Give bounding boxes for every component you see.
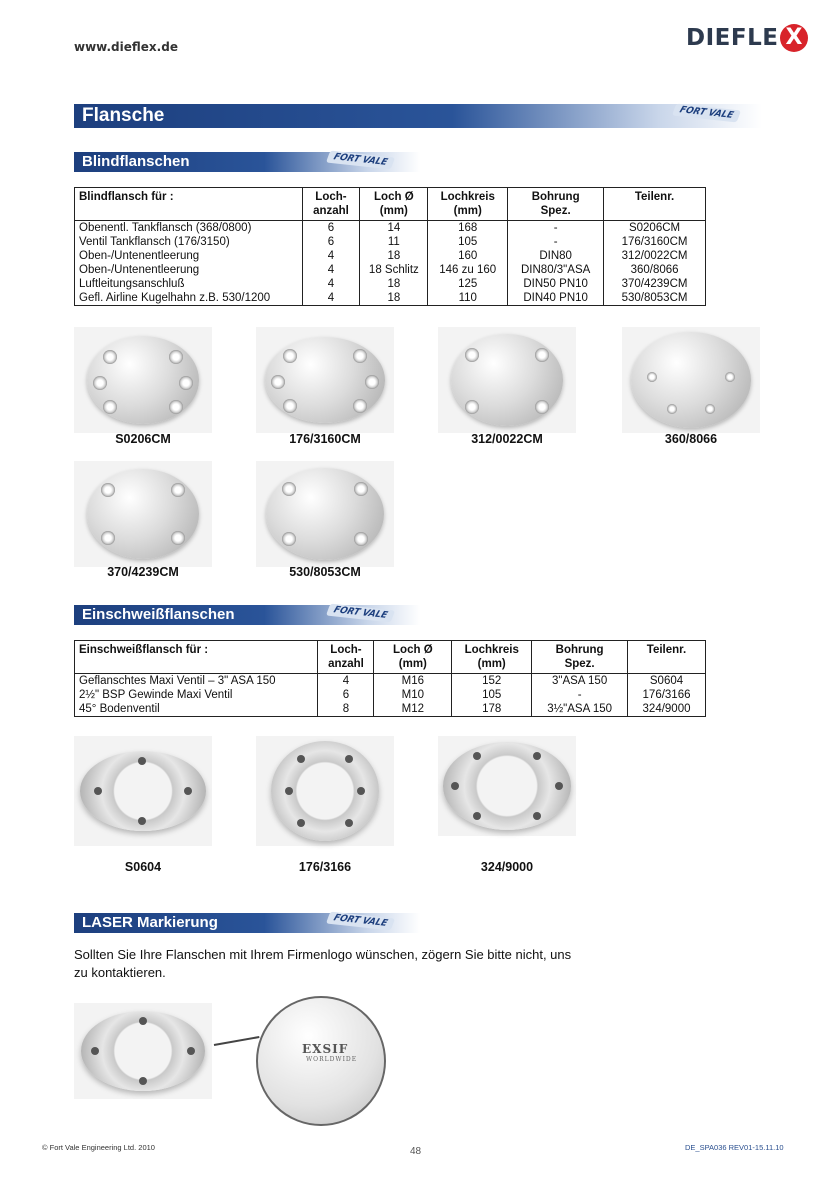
section-title: Blindflanschen xyxy=(82,153,190,170)
table-header-cell: Loch- anzahl xyxy=(318,641,374,674)
table-cell: 324/9000 xyxy=(628,702,706,717)
product-photo-312-0022CM xyxy=(438,327,576,433)
table-cell: M16 xyxy=(374,674,452,689)
table-header-cell: Teilenr. xyxy=(604,188,706,221)
table-header-cell: Blindflansch für : xyxy=(75,188,303,221)
table-cell: 18 xyxy=(360,249,428,263)
footer-copyright: © Fort Vale Engineering Ltd. 2010 xyxy=(42,1143,155,1152)
table-header-cell: Bohrung Spez. xyxy=(508,188,604,221)
table-row xyxy=(75,277,706,291)
table-cell: 105 xyxy=(428,235,508,249)
table-cell: 18 xyxy=(360,291,428,306)
fort-vale-logo: FORT VALE xyxy=(326,604,395,623)
laser-engraving-zoom xyxy=(256,996,386,1126)
table-cell: Oben-/Untenentleerung xyxy=(75,249,303,263)
table-cell: 14 xyxy=(360,221,428,236)
product-caption: 176/3166 xyxy=(298,860,352,874)
fort-vale-logo: FORT VALE xyxy=(326,912,395,931)
product-photo-530-8053CM xyxy=(256,461,394,567)
product-caption: 324/9000 xyxy=(480,860,534,874)
table-row xyxy=(75,249,706,263)
table-cell: 4 xyxy=(302,263,360,277)
table-cell: Obenentl. Tankflansch (368/0800) xyxy=(75,221,303,236)
table-header-cell: Lochkreis (mm) xyxy=(428,188,508,221)
table-cell: 125 xyxy=(428,277,508,291)
table-cell: 146 zu 160 xyxy=(428,263,508,277)
product-photo-360-8066 xyxy=(622,327,760,433)
table-row xyxy=(75,235,706,249)
table-cell: - xyxy=(508,221,604,236)
product-photo-176-3166 xyxy=(256,736,394,846)
product-caption: 176/3160CM xyxy=(289,432,361,446)
engraving-subtext: WORLDWIDE xyxy=(306,1056,358,1063)
table-cell: 18 Schlitz xyxy=(360,263,428,277)
section-title: LASER Markierung xyxy=(82,914,218,931)
table-cell: Geflanschtes Maxi Ventil – 3" ASA 150 xyxy=(75,674,318,689)
table-header-cell: Loch- anzahl xyxy=(302,188,360,221)
section-banner-laser xyxy=(74,913,420,933)
table-cell: 530/8053CM xyxy=(604,291,706,306)
product-caption: S0206CM xyxy=(115,432,171,446)
product-photo-S0604 xyxy=(74,736,212,846)
table-header-cell: Teilenr. xyxy=(628,641,706,674)
table-cell: - xyxy=(508,235,604,249)
table-header-cell: Bohrung Spez. xyxy=(532,641,628,674)
table-cell: 6 xyxy=(302,221,360,236)
section-banner-flansche xyxy=(74,104,762,128)
page-title: Flansche xyxy=(82,105,165,126)
product-caption: 370/4239CM xyxy=(107,565,179,579)
table-cell: 110 xyxy=(428,291,508,306)
table-cell: 176/3166 xyxy=(628,688,706,702)
blindflansch-table xyxy=(74,187,706,306)
logo-text: DIEFLE xyxy=(686,25,779,51)
table-cell: 105 xyxy=(452,688,532,702)
product-caption: 360/8066 xyxy=(664,432,718,446)
table-row xyxy=(75,688,706,702)
dieflex-logo xyxy=(686,24,808,52)
fort-vale-logo: FORT VALE xyxy=(326,151,395,170)
table-cell: 6 xyxy=(318,688,374,702)
table-cell: 312/0022CM xyxy=(604,249,706,263)
table-header-cell: Lochkreis (mm) xyxy=(452,641,532,674)
site-url[interactable]: www.dieflex.de xyxy=(74,40,178,54)
table-row xyxy=(75,291,706,306)
table-cell: 3"ASA 150 xyxy=(532,674,628,689)
table-cell: DIN80/3"ASA xyxy=(508,263,604,277)
table-cell: 8 xyxy=(318,702,374,717)
table-cell: - xyxy=(532,688,628,702)
table-row xyxy=(75,263,706,277)
table-cell: 360/8066 xyxy=(604,263,706,277)
engraving-text: EXSIF xyxy=(302,1042,349,1056)
product-photo-S0206CM xyxy=(74,327,212,433)
table-cell: 168 xyxy=(428,221,508,236)
table-header-row xyxy=(75,641,706,674)
table-cell: 3½"ASA 150 xyxy=(532,702,628,717)
table-cell: Ventil Tankflansch (176/3150) xyxy=(75,235,303,249)
table-row xyxy=(75,702,706,717)
product-caption: 312/0022CM xyxy=(471,432,543,446)
table-row xyxy=(75,221,706,236)
einschweissflansch-table xyxy=(74,640,706,717)
table-cell: 152 xyxy=(452,674,532,689)
table-cell: 4 xyxy=(302,277,360,291)
table-cell: M12 xyxy=(374,702,452,717)
product-photo-370-4239CM xyxy=(74,461,212,567)
table-cell: 45° Bodenventil xyxy=(75,702,318,717)
logo-x-icon: X xyxy=(780,24,808,52)
table-cell: Oben-/Untenentleerung xyxy=(75,263,303,277)
table-cell: M10 xyxy=(374,688,452,702)
laser-flange-photo xyxy=(74,1003,212,1099)
table-cell: S0604 xyxy=(628,674,706,689)
table-cell: 18 xyxy=(360,277,428,291)
table-header-cell: Einschweißflansch für : xyxy=(75,641,318,674)
section-banner-blindflanschen xyxy=(74,152,420,172)
table-header-cell: Loch Ø (mm) xyxy=(374,641,452,674)
page-number: 48 xyxy=(410,1146,422,1157)
zoom-connector-line xyxy=(214,1036,260,1046)
table-header-row xyxy=(75,188,706,221)
footer-doc-ref: DE_SPA036 REV01-15.11.10 xyxy=(685,1143,784,1152)
table-cell: 6 xyxy=(302,235,360,249)
table-cell: 178 xyxy=(452,702,532,717)
fort-vale-logo: FORT VALE xyxy=(672,104,741,123)
table-cell: DIN40 PN10 xyxy=(508,291,604,306)
table-cell: DIN50 PN10 xyxy=(508,277,604,291)
table-row xyxy=(75,674,706,689)
table-cell: 160 xyxy=(428,249,508,263)
table-cell: 370/4239CM xyxy=(604,277,706,291)
table-cell: 176/3160CM xyxy=(604,235,706,249)
product-caption: 530/8053CM xyxy=(289,565,361,579)
product-caption: S0604 xyxy=(124,860,162,874)
table-cell: Luftleitungsanschluß xyxy=(75,277,303,291)
table-cell: S0206CM xyxy=(604,221,706,236)
table-header-cell: Loch Ø (mm) xyxy=(360,188,428,221)
table-cell: 4 xyxy=(302,249,360,263)
table-cell: 2½" BSP Gewinde Maxi Ventil xyxy=(75,688,318,702)
laser-description: Sollten Sie Ihre Flanschen mit Ihrem Firmenlogo wünschen, zögern Sie bitte nicht, uns zu kontaktieren. xyxy=(74,947,572,980)
table-cell: DIN80 xyxy=(508,249,604,263)
product-photo-176-3160CM xyxy=(256,327,394,433)
table-cell: 4 xyxy=(318,674,374,689)
section-title: Einschweißflanschen xyxy=(82,606,235,623)
table-cell: 4 xyxy=(302,291,360,306)
table-cell: 11 xyxy=(360,235,428,249)
table-cell: Gefl. Airline Kugelhahn z.B. 530/1200 xyxy=(75,291,303,306)
product-photo-324-9000 xyxy=(438,736,576,836)
section-banner-einschweissflanschen xyxy=(74,605,420,625)
